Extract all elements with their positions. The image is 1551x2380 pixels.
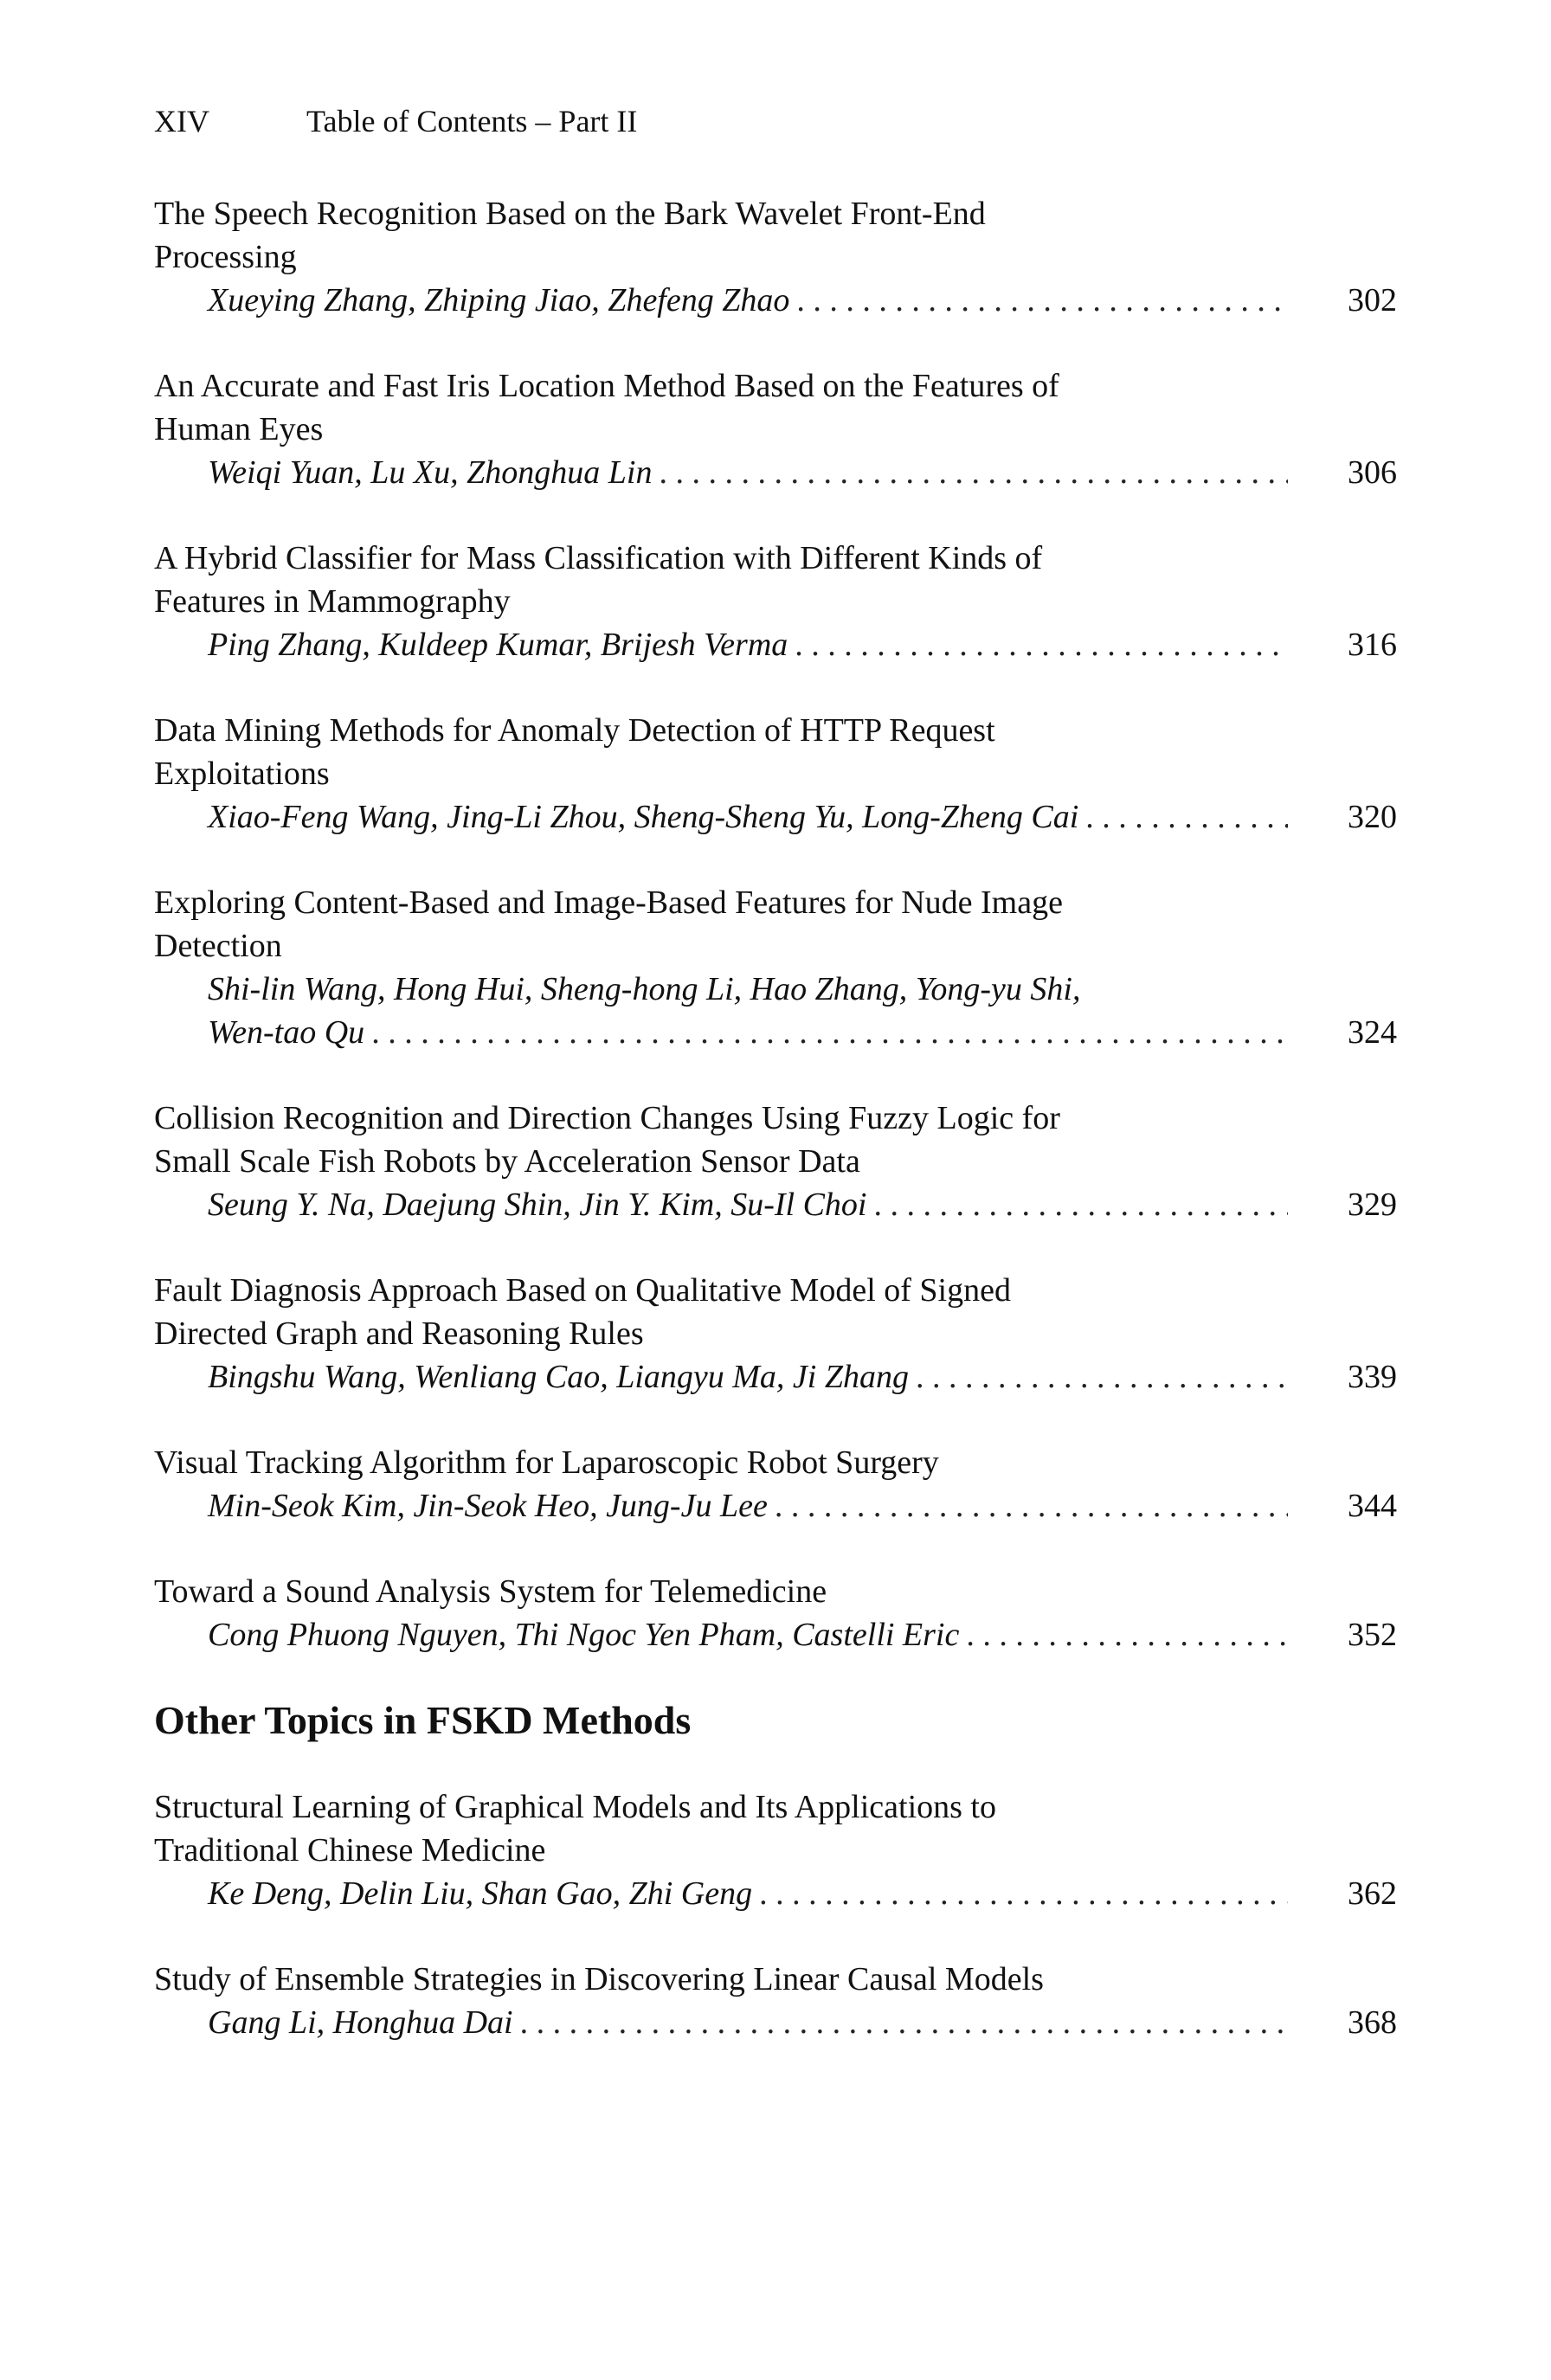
toc-entry[interactable] (154, 1958, 1397, 2044)
running-title: Table of Contents – Part II (306, 104, 638, 138)
entry-authors: Ping Zhang, Kuldeep Kumar, Brijesh Verma (208, 627, 788, 663)
toc-content (154, 192, 1397, 2087)
entry-authors-row (154, 623, 1397, 666)
entry-authors-row (154, 1872, 1397, 1915)
entry-authors-row (154, 1011, 1397, 1054)
entry-page-number[interactable]: 352 (1348, 1617, 1397, 1653)
entry-title: An Accurate and Fast Iris Location Method Based on the Features of (154, 368, 1059, 404)
entry-page-number[interactable]: 339 (1348, 1359, 1397, 1395)
entry-title: Collision Recognition and Direction Changes Using Fuzzy Logic for (154, 1100, 1060, 1136)
dot-leader (916, 1355, 1288, 1399)
entry-authors: Bingshu Wang, Wenliang Cao, Liangyu Ma, Ji Zhang (208, 1359, 909, 1395)
entry-authors: Ke Deng, Delin Liu, Shan Gao, Zhi Geng (208, 1875, 753, 1912)
entry-page-number[interactable]: 324 (1348, 1014, 1397, 1051)
page-number: XIV (154, 104, 209, 138)
entry-authors: Min-Seok Kim, Jin-Seok Heo, Jung-Ju Lee (208, 1488, 768, 1524)
entry-authors-row (154, 1484, 1397, 1528)
entry-title: Data Mining Methods for Anomaly Detection of HTTP Request (154, 712, 995, 749)
entry-authors: Wen-tao Qu (208, 1014, 365, 1051)
entry-page-number[interactable]: 329 (1348, 1187, 1397, 1223)
toc-entry[interactable] (154, 537, 1397, 666)
entry-page-number[interactable]: 362 (1348, 1875, 1397, 1912)
running-header (154, 100, 637, 143)
dot-leader (966, 1613, 1288, 1656)
entry-page-number[interactable]: 344 (1348, 1488, 1397, 1524)
entry-title: Processing (154, 239, 297, 275)
toc-entry[interactable] (154, 709, 1397, 839)
entry-title: Study of Ensemble Strategies in Discovering Linear Causal Models (154, 1961, 1044, 1997)
toc-list (154, 1785, 1397, 2044)
toc-entry[interactable] (154, 364, 1397, 494)
entry-page-number[interactable]: 320 (1348, 799, 1397, 835)
dot-leader (759, 1872, 1288, 1915)
toc-entry[interactable] (154, 1785, 1397, 1915)
dot-leader (796, 279, 1288, 322)
entry-title: The Speech Recognition Based on the Bark Wavelet Front-End (154, 196, 986, 232)
toc-entry[interactable] (154, 1570, 1397, 1656)
entry-authors-row (154, 1613, 1397, 1656)
entry-page-number[interactable]: 302 (1348, 282, 1397, 318)
dot-leader (1085, 795, 1288, 839)
entry-authors: Xiao-Feng Wang, Jing-Li Zhou, Sheng-Sheng Yu, Long-Zheng Cai (208, 799, 1079, 835)
entry-authors-row (154, 2001, 1397, 2044)
section-heading: Other Topics in FSKD Methods (154, 1698, 692, 1742)
entry-authors: Xueying Zhang, Zhiping Jiao, Zhefeng Zhao (208, 282, 790, 318)
toc-entry[interactable] (154, 1441, 1397, 1528)
dot-leader (371, 1011, 1288, 1054)
toc-list (154, 192, 1397, 1656)
entry-page-number[interactable]: 368 (1348, 2004, 1397, 2041)
dot-leader (659, 451, 1288, 494)
entry-authors: Weiqi Yuan, Lu Xu, Zhonghua Lin (208, 454, 653, 491)
entry-authors: Seung Y. Na, Daejung Shin, Jin Y. Kim, Su-Il Choi (208, 1187, 867, 1223)
entry-authors-row (154, 451, 1397, 494)
entry-authors: Cong Phuong Nguyen, Thi Ngoc Yen Pham, Castelli Eric (208, 1617, 960, 1653)
dot-leader (775, 1484, 1288, 1528)
entry-title: Exploitations (154, 756, 330, 792)
entry-title: Fault Diagnosis Approach Based on Qualitative Model of Signed (154, 1272, 1011, 1309)
entry-title: Toward a Sound Analysis System for Telemedicine (154, 1573, 827, 1610)
toc-entry[interactable] (154, 881, 1397, 1054)
entry-page-number[interactable]: 306 (1348, 454, 1397, 491)
entry-authors-row (154, 279, 1397, 322)
toc-entry[interactable] (154, 192, 1397, 322)
entry-title: Traditional Chinese Medicine (154, 1832, 546, 1869)
entry-title: Directed Graph and Reasoning Rules (154, 1315, 644, 1352)
entry-title: Small Scale Fish Robots by Acceleration Sensor Data (154, 1143, 860, 1180)
entry-authors-row (154, 795, 1397, 839)
entry-title: Features in Mammography (154, 583, 511, 620)
entry-title: Human Eyes (154, 411, 324, 447)
toc-entry[interactable] (154, 1269, 1397, 1399)
entry-authors-row (154, 1355, 1397, 1399)
entry-authors: Gang Li, Honghua Dai (208, 2004, 513, 2041)
entry-authors: Shi-lin Wang, Hong Hui, Sheng-hong Li, Hao Zhang, Yong-yu Shi, (208, 971, 1081, 1007)
entry-title: Detection (154, 928, 282, 964)
toc-entry[interactable] (154, 1097, 1397, 1226)
entry-authors-row (154, 968, 1397, 1011)
entry-title: A Hybrid Classifier for Mass Classification with Different Kinds of (154, 540, 1043, 576)
entry-title: Exploring Content-Based and Image-Based Features for Nude Image (154, 884, 1063, 921)
dot-leader (520, 2001, 1288, 2044)
entry-title: Visual Tracking Algorithm for Laparoscopic Robot Surgery (154, 1444, 939, 1481)
dot-leader (795, 623, 1288, 666)
entry-title: Structural Learning of Graphical Models and Its Applications to (154, 1789, 996, 1825)
dot-leader (873, 1183, 1288, 1226)
entry-authors-row (154, 1183, 1397, 1226)
entry-page-number[interactable]: 316 (1348, 627, 1397, 663)
